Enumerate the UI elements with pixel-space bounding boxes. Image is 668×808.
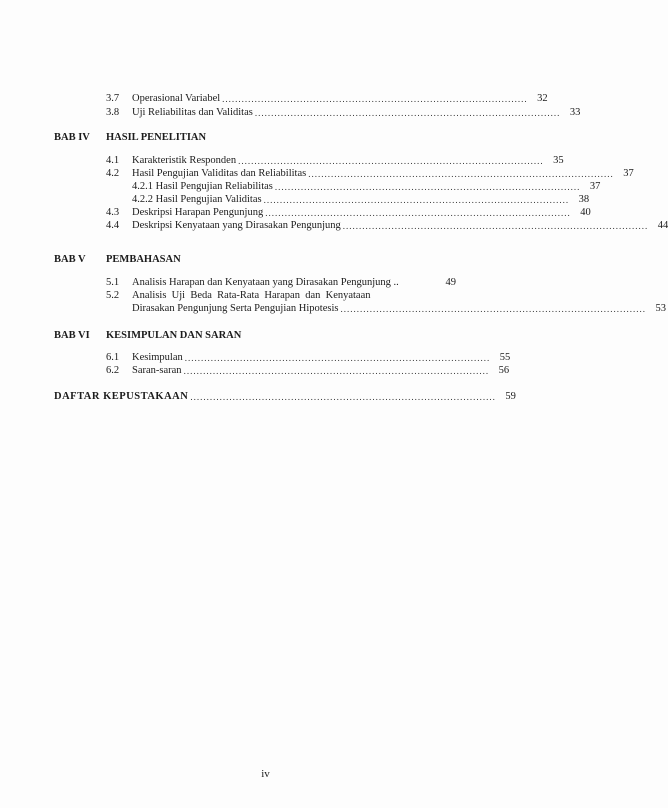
- toc-entry-number: 6.2: [106, 365, 120, 376]
- chapter-label-bab-iv: BAB IV: [54, 132, 90, 143]
- toc-entry-title: 4.2.1 Hasil Pengujian Reliabilitas: [132, 181, 273, 192]
- toc-entry-page: 56: [498, 365, 510, 376]
- toc-entry-daftar-kepustakaan: [54, 390, 516, 403]
- toc-entry-4-4: [106, 219, 668, 232]
- page-number: iv: [261, 768, 270, 780]
- toc-entry-6-2: [106, 364, 510, 377]
- toc-entry-page: 37: [623, 168, 634, 179]
- toc-entry-page: 32: [537, 93, 548, 104]
- chapter-label-bab-vi: BAB VI: [54, 330, 90, 341]
- dot-leader: ..............................................................................................: [342, 221, 649, 231]
- toc-entry-number: 3.8: [106, 107, 120, 118]
- toc-entry-number: 4.4: [106, 220, 120, 231]
- toc-entry-title: Dirasakan Pengunjung Serta Pengujian Hipotesis: [132, 303, 339, 314]
- toc-entry-number: 5.1: [106, 277, 120, 288]
- toc-entry-title: Operasional Variabel: [132, 93, 221, 104]
- toc-entry-4-1: [106, 154, 564, 167]
- toc-entry-title: Kesimpulan: [132, 352, 183, 363]
- dot-leader: ..............................................................................................: [190, 392, 496, 402]
- toc-entry-title: DAFTAR KEPUSTAKAAN: [54, 391, 189, 402]
- dot-leader: ..............................................................................................: [274, 182, 581, 192]
- dot-leader: ..............................................................................................: [183, 366, 490, 376]
- toc-entry-title: Saran-saran: [132, 365, 182, 376]
- toc-entry-number: 4.1: [106, 155, 120, 166]
- toc-entry-4-3: [106, 206, 591, 219]
- toc-entry-6-1: [106, 351, 511, 364]
- toc-entry-page: 33: [569, 107, 581, 118]
- toc-entry-5-2-title-line1: Analisis Uji Beda Rata-Rata Harapan dan Kenyataan: [132, 290, 371, 301]
- toc-entry-4-2: [106, 167, 634, 180]
- toc-entry-title: Deskripsi Harapan Pengunjung: [132, 207, 264, 218]
- dot-leader: ..............................................................................................: [265, 208, 571, 218]
- dot-leader: ..............................................................................................: [340, 304, 646, 314]
- toc-entry-title: Hasil Pengujian Validitas dan Reliabilitas: [132, 168, 307, 179]
- toc-entry-page: 53: [655, 303, 666, 314]
- toc-entry-3-8: [106, 106, 581, 119]
- toc-entry-page: 55: [499, 352, 511, 363]
- dot-leader: ..............................................................................................: [238, 156, 544, 166]
- dot-leader: ..............................................................................................: [184, 353, 491, 363]
- toc-entry-title: Karakteristik Responden: [132, 155, 237, 166]
- toc-entry-5-2: [132, 302, 666, 315]
- dot-leader: ..............................................................................................: [254, 108, 561, 118]
- dot-leader: ..............................................................................................: [308, 169, 614, 179]
- toc-entry-page: 40: [580, 207, 591, 218]
- toc-entry-number: 4.3: [106, 207, 120, 218]
- toc-entry-5-1: [106, 276, 456, 289]
- toc-entry-4-2-2: [132, 193, 590, 206]
- dot-leader: ..............................................................................................: [263, 195, 570, 205]
- chapter-title-bab-v: PEMBAHASAN: [106, 254, 181, 265]
- toc-entry-page: 35: [553, 155, 564, 166]
- toc-entry-title: Analisis Harapan dan Kenyataan yang Dirasakan Pengunjung ..: [132, 277, 399, 288]
- toc-entry-number: 6.1: [106, 352, 120, 363]
- chapter-title-bab-vi: KESIMPULAN DAN SARAN: [106, 330, 242, 341]
- toc-entry-5-2-number: 5.2: [106, 290, 120, 301]
- toc-entry-number: 4.2: [106, 168, 120, 179]
- dot-leader: ..............................................................................................: [222, 94, 528, 104]
- toc-entry-page: 59: [505, 391, 516, 402]
- toc-entry-page: 44: [657, 220, 668, 231]
- toc-entry-title: Deskripsi Kenyataan yang Dirasakan Pengunjung: [132, 220, 341, 231]
- toc-entry-4-2-1: [132, 180, 601, 193]
- toc-entry-title: 4.2.2 Hasil Pengujian Validitas: [132, 194, 262, 205]
- toc-entry-page: 37: [589, 181, 601, 192]
- toc-entry-number: 3.7: [106, 93, 120, 104]
- chapter-title-bab-iv: HASIL PENELITIAN: [106, 132, 207, 143]
- toc-entry-title: Uji Reliabilitas dan Validitas: [132, 107, 253, 118]
- toc-entry-page: 49: [445, 277, 456, 288]
- toc-entry-3-7: [106, 92, 548, 105]
- chapter-label-bab-v: BAB V: [54, 254, 86, 265]
- toc-entry-page: 38: [578, 194, 590, 205]
